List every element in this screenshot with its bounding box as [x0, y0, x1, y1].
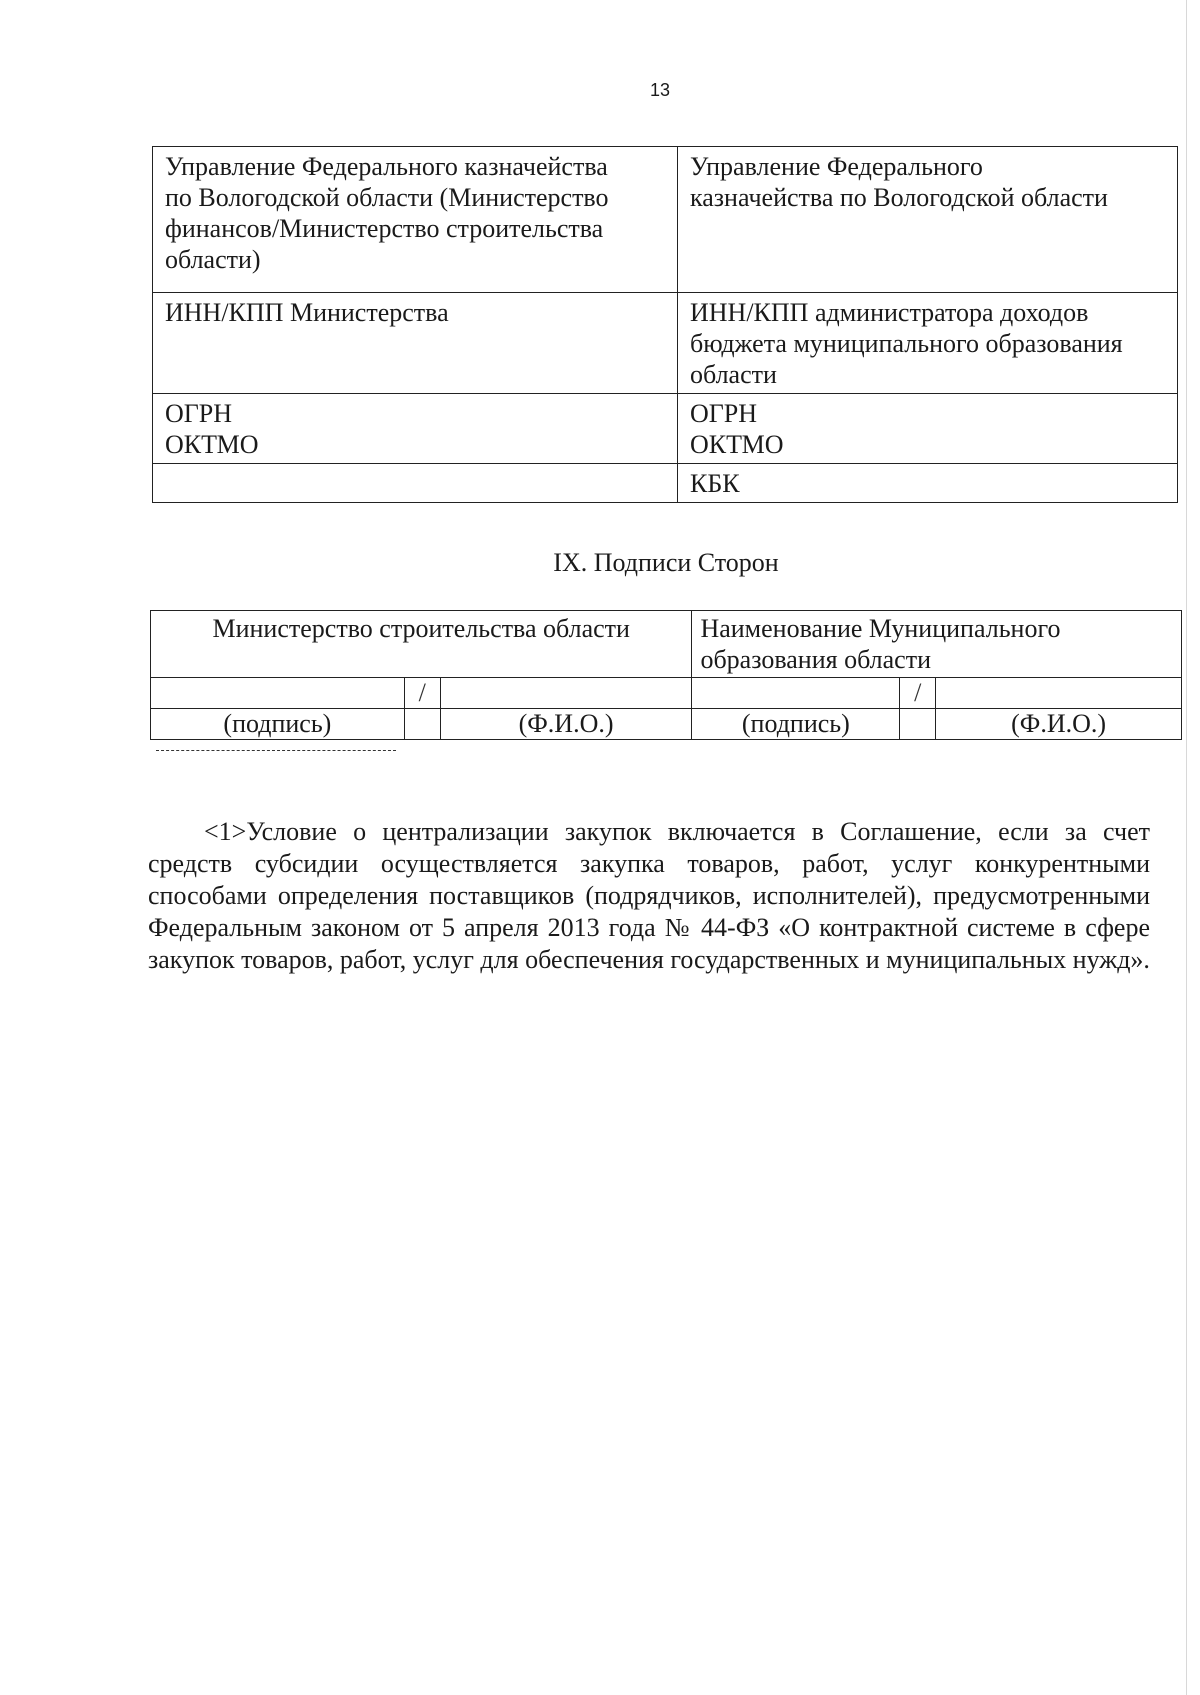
- slash-separator: /: [404, 678, 440, 709]
- footnote-text: <1>Условие о централизации закупок включается в Соглашение, если за счет средств субсидии осуществляется закупка товаров, работ, услуг конкурентными способами определения поставщиков (подрядчиков, исполнителей), предусмотренными Федеральным законом от 5 апреля 2013 года № 44-ФЗ «О контрактной системе в сфере закупок товаров, работ, услуг для обеспечения государственных и муниципальных нужд».: [148, 817, 1150, 974]
- municipality-header-line: образования области: [700, 645, 931, 674]
- ministry-header-cell: [151, 611, 692, 678]
- inn-kpp-left-cell: [153, 293, 678, 394]
- kbk-right-cell: [678, 464, 1178, 503]
- cell-line: ОГРН: [690, 399, 758, 428]
- cell-line: ИНН/КПП Министерства: [165, 298, 449, 327]
- cell-line: ОКТМО: [165, 430, 259, 459]
- municipality-name-blank: [936, 678, 1182, 709]
- signatures-header-row: [151, 611, 1182, 678]
- section-title: IX. Подписи Сторон: [553, 548, 779, 577]
- slash-separator: /: [900, 678, 936, 709]
- caption-gap: [404, 709, 440, 740]
- page-number: 13: [649, 80, 671, 100]
- signature-caption: (подпись): [151, 709, 405, 740]
- signature-caption: (подпись): [692, 709, 900, 740]
- table-row: [153, 394, 1178, 464]
- name-caption: (Ф.И.О.): [440, 709, 692, 740]
- ministry-name-blank: [440, 678, 692, 709]
- cell-line: казначейства по Вологодской области: [690, 183, 1108, 212]
- table-row: [153, 147, 1178, 293]
- signature-caption-row: [151, 709, 1182, 740]
- footnote-separator: [156, 750, 396, 751]
- ogrn-oktmo-right-cell: [678, 394, 1178, 464]
- municipality-header-cell: [692, 611, 1182, 678]
- cell-line: бюджета муниципального образования: [690, 329, 1123, 358]
- page-edge: [1186, 0, 1187, 1695]
- name-caption: (Ф.И.О.): [936, 709, 1182, 740]
- kbk-left-cell: [153, 464, 678, 503]
- ministry-signature-blank: [151, 678, 405, 709]
- treasury-right-cell: [678, 147, 1178, 293]
- caption-gap: [900, 709, 936, 740]
- signature-blank-row: [151, 678, 1182, 709]
- cell-line: области: [690, 360, 777, 389]
- table-row: [153, 464, 1178, 503]
- cell-line: ОКТМО: [690, 430, 784, 459]
- treasury-left-cell: [153, 147, 678, 293]
- cell-line: Управление Федерального казначейства: [165, 152, 608, 181]
- cell-line: ОГРН: [165, 399, 233, 428]
- cell-line: КБК: [690, 469, 740, 498]
- cell-line: области): [165, 245, 261, 274]
- table-row: [153, 293, 1178, 394]
- signatures-table: [150, 610, 1182, 740]
- cell-line: финансов/Министерство строительства: [165, 214, 604, 243]
- bank-details-table: [152, 146, 1178, 503]
- inn-kpp-right-cell: [678, 293, 1178, 394]
- cell-line: ИНН/КПП администратора доходов: [690, 298, 1089, 327]
- municipality-signature-blank: [692, 678, 900, 709]
- ogrn-oktmo-left-cell: [153, 394, 678, 464]
- cell-line: Управление Федерального: [690, 152, 983, 181]
- ministry-header: Министерство строительства области: [212, 614, 630, 643]
- municipality-header-line: Наименование Муниципального: [700, 614, 1061, 643]
- cell-line: по Вологодской области (Министерство: [165, 183, 609, 212]
